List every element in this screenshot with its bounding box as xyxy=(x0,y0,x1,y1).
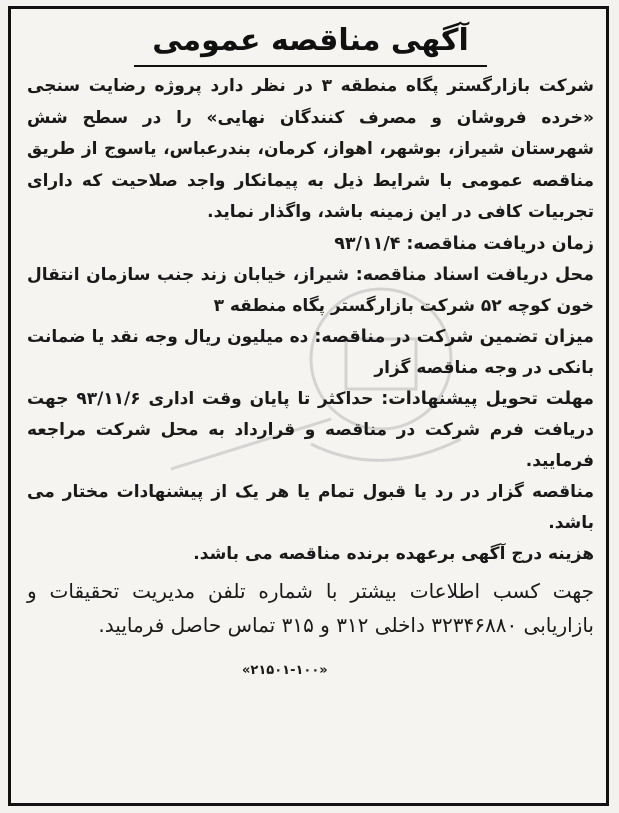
receipt-time-value: ۹۳/۱۱/۴ xyxy=(334,233,401,254)
ad-code: «۲۱۵۰۱-۱۰۰» xyxy=(242,662,328,678)
guarantee-label: میزان تضمین شرکت در مناقصه: xyxy=(314,326,595,347)
deadline-label: مهلت تحویل پیشنهادات: xyxy=(381,388,594,409)
cost-note: هزینه درج آگهی برعهده برنده مناقصه می باشد. xyxy=(193,543,594,564)
intro-paragraph: شرکت بازارگستر پگاه منطقه ۳ در نظر دارد پروژه رضایت سنجی «خرده فروشان و مصرف کنندگان نهایی» را در سطح شش شهرستان شیراز، بوشهر، اهواز، کرمان، بندرعباس، یاسوج از طریق مناقصه عمومی با شرایط ذیل به پیمانکار واجد صلاحیت که دارای تجربیات کافی در این زمینه باشد، واگذار نماید. xyxy=(27,76,594,223)
receipt-time-label: زمان دریافت مناقصه: xyxy=(406,233,594,254)
guarantee-paragraph xyxy=(27,322,594,384)
deadline-paragraph xyxy=(27,384,594,477)
deadline-value: حداکثر تا پایان وقت اداری ۹۳/۱۱/۶ جهت دریافت فرم شرکت در مناقصه و قرارداد به محل شرکت مراجعه فرمایید. xyxy=(27,388,594,471)
ad-title: آگهی مناقصه عمومی xyxy=(134,17,487,67)
docs-place-label: محل دریافت اسناد مناقصه: xyxy=(355,264,595,285)
contact-paragraph: جهت کسب اطلاعات بیشتر با شماره تلفن مدیریت تحقیقات و بازاریابی ۳۲۳۴۶۸۸۰ داخلی ۳۱۲ و ۳۱۵ تماس حاصل فرمایید. xyxy=(27,578,594,637)
title-container xyxy=(27,17,594,67)
docs-place-value: شیراز، خیابان زند جنب سازمان انتقال خون کوچه ۵۲ شرکت بازارگستر پگاه منطقه ۳ xyxy=(27,264,594,316)
ad-content xyxy=(27,17,594,682)
ad-border-frame xyxy=(8,6,609,806)
docs-place-paragraph xyxy=(27,260,594,322)
receipt-time-line xyxy=(27,229,594,260)
guarantee-value: ده میلیون ریال وجه نقد یا ضمانت بانکی در وجه مناقصه گزار xyxy=(27,326,594,378)
rights-note: مناقصه گزار در رد یا قبول تمام یا هر یک از پیشنهادات مختار می باشد. xyxy=(27,481,594,533)
